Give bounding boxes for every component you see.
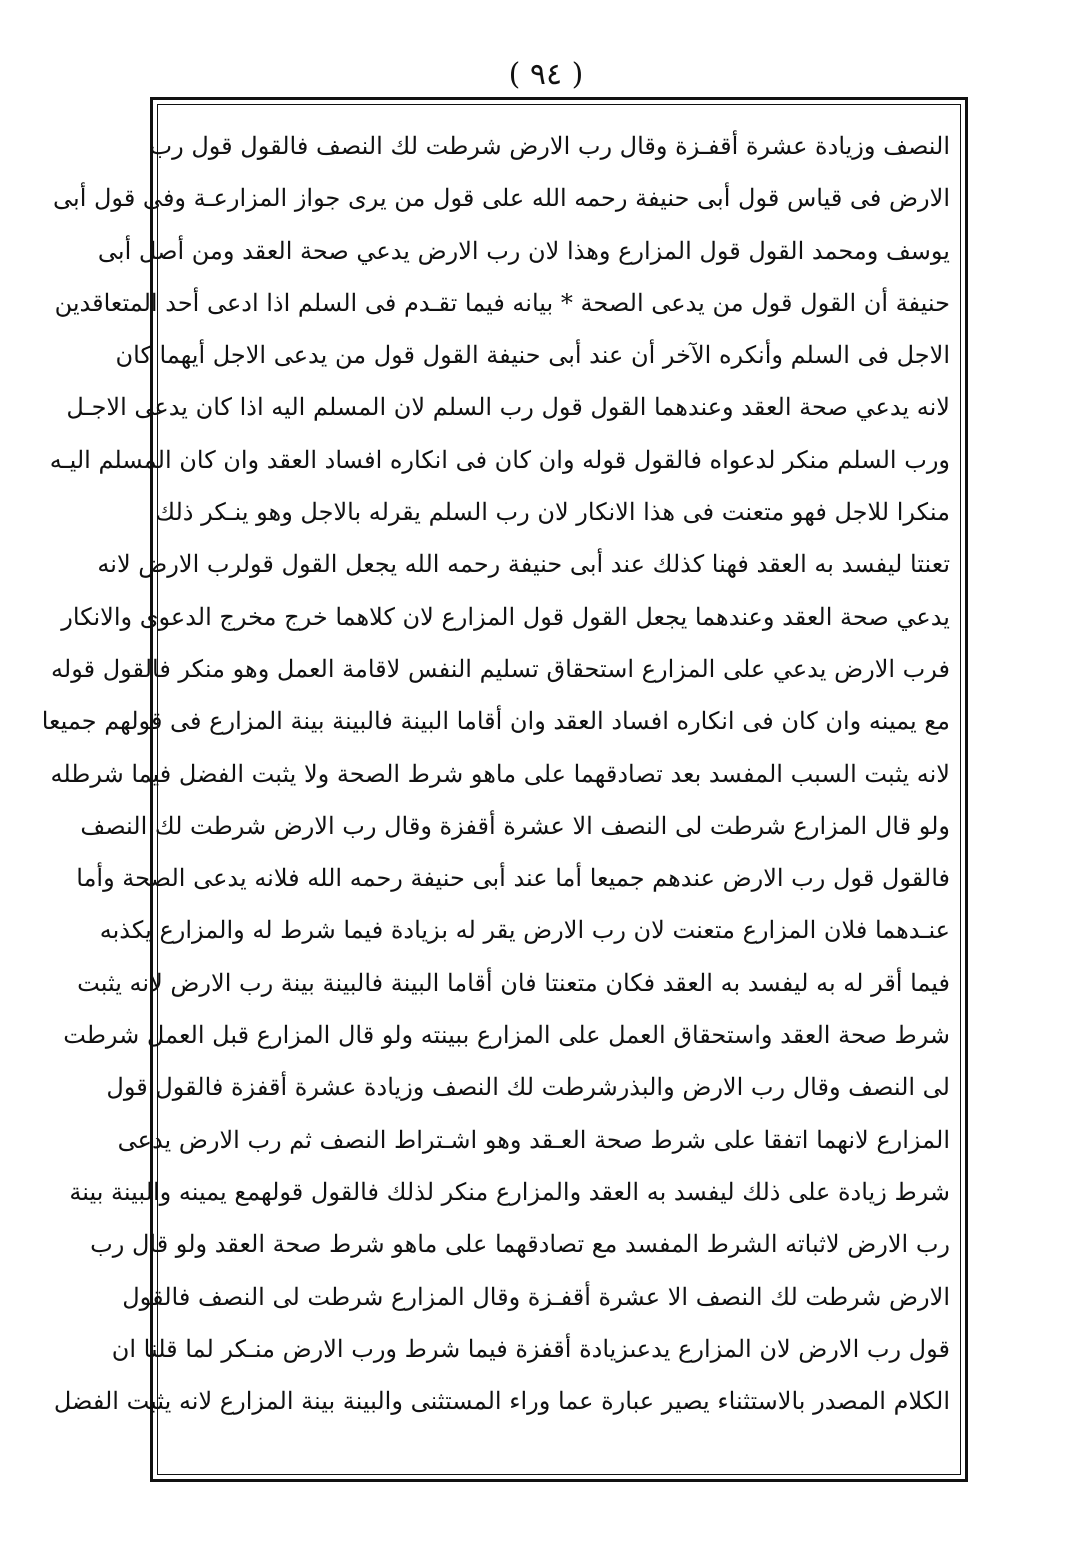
text-line: المزارع لانهما اتفقا على شرط صحة العـقد وهو اشـتراط النصف ثم رب الارض يدعى [117,1125,950,1154]
text-line: فيما أقر له به ليفسد به العقد فكان متعنتا فان أقاما البينة فالبينة بينة رب الارض لانه يثبت [77,968,950,997]
text-line: لانه يثبت السبب المفسد بعد تصادقهما على ماهو شرط الصحة ولا يثبت الفضل فيما شرطله [50,759,950,788]
text-line: ورب السلم منكر لدعواه فالقول قوله وان كان فى انكاره افساد العقد وان كان المسلم اليـه [49,445,950,474]
text-line: يدعي صحة العقد وعندهما يجعل القول قول المزارع لان كلاهما خرج مخرج الدعوى والانكار [61,602,950,631]
text-line: لانه يدعي صحة العقد وعندهما القول قول رب السلم لان المسلم اليه اذا كان يدعى الاجـل [66,393,950,422]
text-line: فالقول قول رب الارض عندهم جميعا أما عند أبى حنيفة رحمه الله فلانه يدعى الصحة وأما [76,864,950,893]
text-line: يوسف ومحمد القول قول المزارع وهذا لان رب الارض يدعي صحة العقد ومن أصل أبى [97,236,950,265]
text-line: النصف وزيادة عشرة أقفـزة وقال رب الارض شرطت لك النصف فالقول قول رب [149,132,950,160]
text-line: مع يمينه وان كان فى انكاره افساد العقد وان أقاما البينة فالبينة بينة المزارع فى قولهم جميعا [41,707,950,736]
text-line: الارض فى قياس قول أبى حنيفة رحمه الله على قول من يرى جواز المزارعـة وفى قول أبى [53,184,950,213]
text-line: عنـدهما فلان المزارع متعنت لان رب الارض يقر له بزيادة فيما شرط له والمزارع يكذبه [99,916,950,945]
text-line: تعنتا ليفسد به العقد فهنا كذلك عند أبى حنيفة رحمه الله يجعل القول قولرب الارض لانه [97,550,950,579]
text-line: شرط زيادة على ذلك ليفسد به العقد والمزارع منكر لذلك فالقول قولهمع يمينه والبينة بينة [69,1177,950,1206]
text-line: لى النصف وقال رب الارض والبذرشرطت لك النصف وزيادة عشرة أقفزة فالقول قول [106,1073,950,1102]
text-line: الارض شرطت لك النصف الا عشرة أقفـزة وقال المزارع شرطت لى النصف فالقول [122,1282,950,1311]
page-number: ( ٩٤ ) [508,57,584,92]
text-line: حنيفة أن القول قول من يدعى الصحة * بيانه فيما تقـدم فى السلم اذا ادعى أحد المتعاقدين [54,288,950,317]
text-line: ولو قال المزارع شرطت لى النصف الا عشرة أقفزة وقال رب الارض شرطت لك النصف [80,811,950,840]
text-line: الكلام المصدر بالاستثناء يصير عبارة عما وراء المستثنى والبينة بينة المزارع لانه يثبت الفضل [53,1387,950,1416]
text-body [41,120,950,1427]
text-line: الاجل فى السلم وأنكره الآخر أن عند أبى حنيفة القول قول من يدعى الاجل أيهما كان [115,341,950,370]
text-line: منكرا للاجل فهو متعنت فى هذا الانكار لان رب السلم يقرله بالاجل وهو ينـكر ذلك [155,498,950,527]
text-line: شرط صحة العقد واستحقاق العمل على المزارع ببينته ولو قال المزارع قبل العمل شرطت [63,1021,950,1050]
text-line: قول رب الارض لان المزارع يدعىزيادة أقفزة فيما شرط ورب الارض منـكر لما قلنا ان [111,1334,950,1363]
text-line: رب الارض لاثباته الشرط المفسد مع تصادقهما على ماهو شرط صحة العقد ولو قال رب [90,1230,950,1259]
text-line: فرب الارض يدعي على المزارع استحقاق تسليم النفس لاقامة العمل وهو منكر فالقول قوله [51,654,950,683]
